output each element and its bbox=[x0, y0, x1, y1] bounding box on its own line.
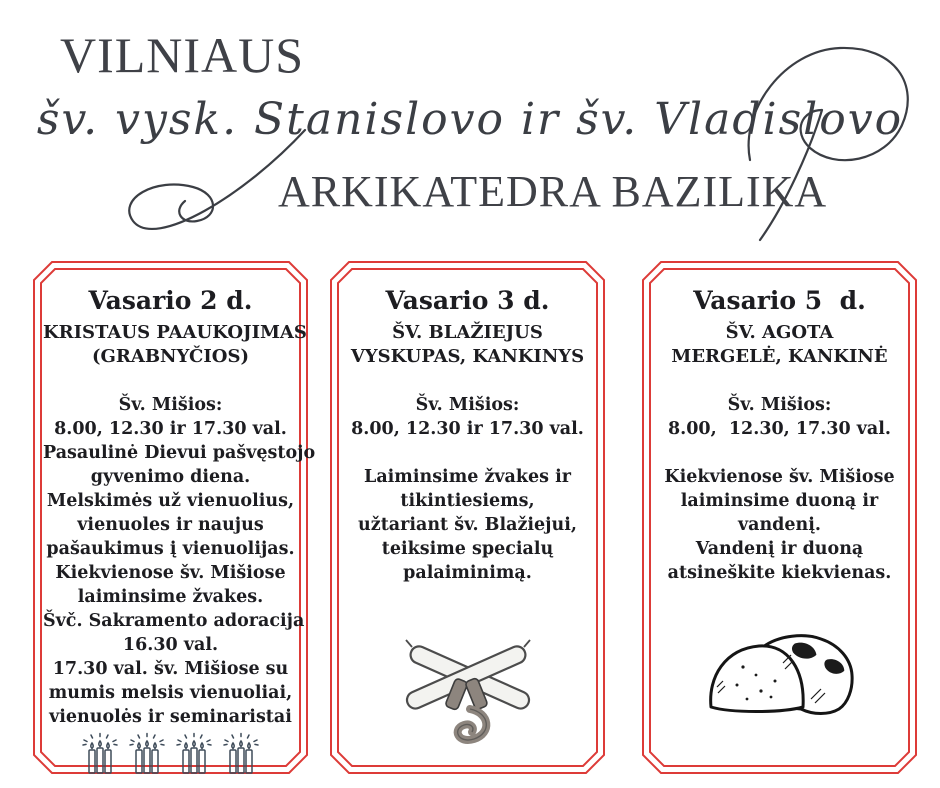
schedule-line: atsineškite kiekvienas. bbox=[667, 563, 892, 583]
schedule-line: vienuoles ir naujus bbox=[77, 515, 264, 535]
card-title-line: MERGELĖ, KANKINĖ bbox=[671, 346, 888, 367]
candles-icon-row bbox=[43, 731, 298, 775]
card-content bbox=[340, 271, 595, 764]
card-title-line: ŠV. AGOTA bbox=[725, 322, 834, 343]
schedule-line: 16.30 val. bbox=[122, 635, 219, 655]
schedule-card-february-3 bbox=[330, 261, 605, 774]
schedule-line: 8.00, 12.30 ir 17.30 val. bbox=[54, 419, 287, 439]
schedule-card-february-2 bbox=[33, 261, 316, 774]
candles-icon bbox=[80, 731, 120, 775]
schedule-line: mumis melsis vienuoliai, bbox=[48, 683, 293, 703]
card-body bbox=[43, 393, 316, 729]
schedule-line: Melskimės už vienuolius, bbox=[46, 491, 295, 511]
card-date: Vasario 2 d. bbox=[88, 286, 253, 315]
schedule-line: Pasaulinė Dievui pašvęstojo bbox=[43, 443, 316, 463]
schedule-line: 8.00, 12.30 ir 17.30 val. bbox=[351, 419, 584, 439]
schedule-card-february-5 bbox=[642, 261, 917, 774]
candles-icon bbox=[221, 731, 261, 775]
card-title-line: (GRABNYČIOS) bbox=[92, 346, 249, 367]
card-body bbox=[652, 393, 907, 585]
crossed-candles-icon bbox=[378, 631, 558, 749]
schedule-line: užtariant šv. Blažiejui, bbox=[358, 515, 577, 535]
card-title-line: ŠV. BLAŽIEJUS bbox=[392, 322, 543, 343]
card-content bbox=[43, 271, 316, 764]
header-city-title: VILNIAUS bbox=[60, 27, 305, 83]
schedule-line: Laiminsime žvakes ir bbox=[364, 467, 571, 487]
schedule-line: Kiekvienose šv. Mišiose bbox=[55, 563, 286, 583]
card-date: Vasario 5 d. bbox=[693, 286, 866, 315]
schedule-line: pašaukimus į vienuolijas. bbox=[46, 539, 295, 559]
schedule-line: gyvenimo diena. bbox=[90, 467, 251, 487]
card-title-line: KRISTAUS PAAUKOJIMAS bbox=[43, 322, 307, 343]
schedule-line: teiksime specialų bbox=[381, 539, 554, 559]
schedule-line: Vandenį ir duoną bbox=[695, 539, 864, 559]
schedule-line: Šv. Mišios: bbox=[415, 395, 520, 415]
schedule-line: Šv. Mišios: bbox=[727, 395, 832, 415]
card-content bbox=[652, 271, 907, 764]
bread-icon bbox=[701, 629, 859, 729]
schedule-line: vienuolės ir seminaristai bbox=[49, 707, 292, 727]
schedule-line: laiminsime duoną ir bbox=[680, 491, 879, 511]
schedule-line: palaiminimą. bbox=[403, 563, 532, 583]
bread-illustration bbox=[652, 629, 907, 729]
crossed-candles-illustration bbox=[340, 631, 595, 749]
schedule-line: laiminsime žvakes. bbox=[77, 587, 264, 607]
schedule-line: Švč. Sakramento adoracija bbox=[43, 611, 305, 631]
card-title-line: VYSKUPAS, KANKINYS bbox=[350, 346, 585, 367]
schedule-line bbox=[340, 441, 595, 465]
card-body bbox=[340, 393, 595, 585]
candles-icon bbox=[174, 731, 214, 775]
header-cathedral-title: ARKIKATEDRA BAZILIKA bbox=[278, 167, 828, 216]
schedule-line: vandenį. bbox=[737, 515, 822, 535]
card-date: Vasario 3 d. bbox=[385, 286, 550, 315]
header-script-subtitle: šv. vysk. Stanislovo ir šv. Vladislovo bbox=[36, 94, 904, 145]
schedule-line bbox=[652, 441, 907, 465]
schedule-line: tikintiesiems, bbox=[400, 491, 535, 511]
schedule-line: 17.30 val. šv. Mišiose su bbox=[52, 659, 289, 679]
schedule-line: Kiekvienose šv. Mišiose bbox=[664, 467, 895, 487]
schedule-line: 8.00, 12.30, 17.30 val. bbox=[667, 419, 892, 439]
schedule-line: Šv. Mišios: bbox=[118, 395, 223, 415]
candles-icon bbox=[127, 731, 167, 775]
